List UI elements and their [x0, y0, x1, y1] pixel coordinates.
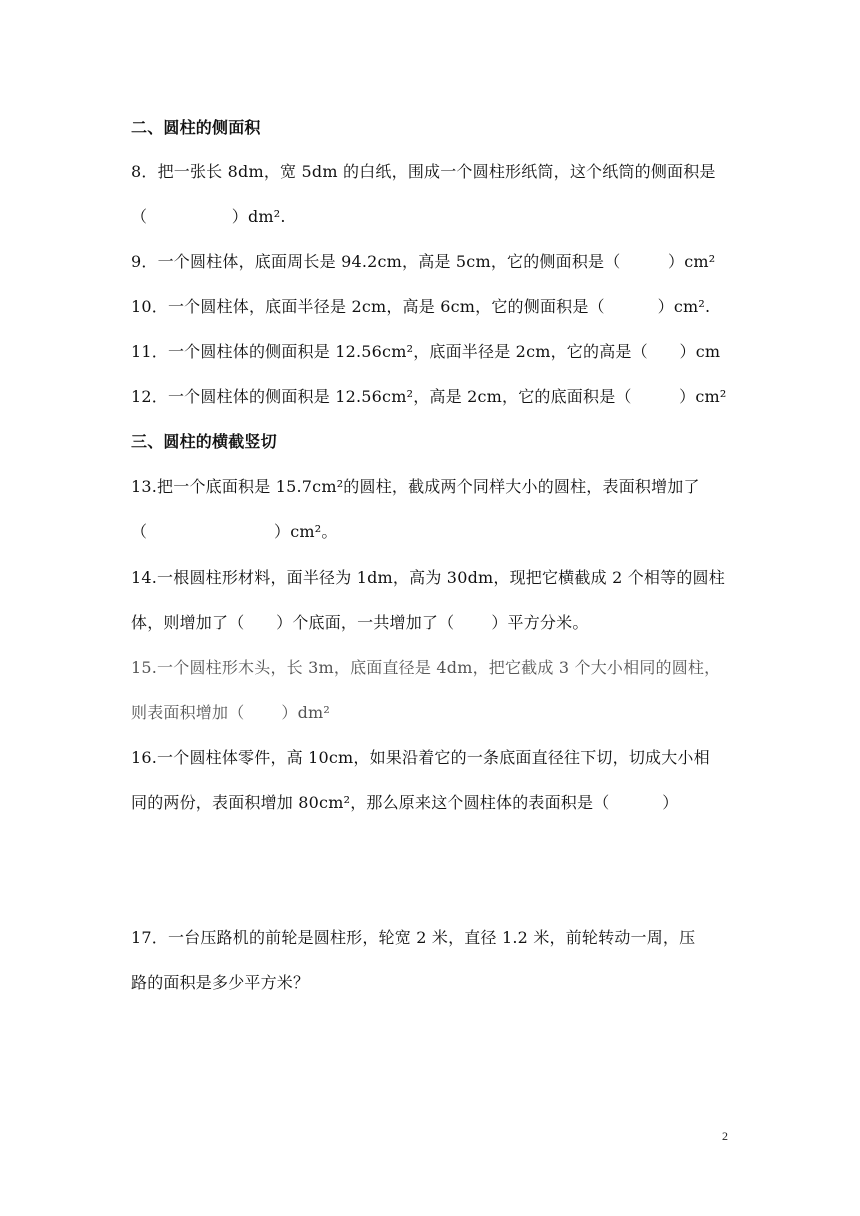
- question-10: 10．一个圆柱体，底面半径是 2cm，高是 6cm，它的侧面积是（ ）cm².: [131, 297, 711, 316]
- question-15-line-2: 则表面积增加（ ）dm²: [131, 703, 331, 722]
- question-9: 9．一个圆柱体，底面周长是 94.2cm，高是 5cm，它的侧面积是（ ）cm²: [131, 252, 716, 271]
- question-13-line-1: 13.把一个底面积是 15.7cm²的圆柱，截成两个同样大小的圆柱，表面积增加了: [131, 477, 700, 496]
- question-17-line-2: 路的面积是多少平方米？: [131, 973, 310, 992]
- section-heading-lateral-area: 二、圆柱的侧面积: [131, 118, 261, 137]
- page-number: 2: [722, 1129, 728, 1143]
- question-14-line-2: 体，则增加了（ ）个底面，一共增加了（ ）平方分米。: [131, 613, 589, 632]
- question-12: 12．一个圆柱体的侧面积是 12.56cm²，高是 2cm，它的底面积是（ ）cm²: [131, 387, 727, 406]
- question-11: 11．一个圆柱体的侧面积是 12.56cm²，底面半径是 2cm，它的高是（ ）cm: [131, 342, 721, 361]
- question-8-line-2: （ ）dm².: [131, 207, 286, 226]
- question-16-line-2: 同的两份，表面积增加 80cm²，那么原来这个圆柱体的表面积是（ ）: [131, 793, 679, 812]
- question-14-line-1: 14.一根圆柱形材料，面半径为 1dm，高为 30dm，现把它横截成 2 个相等的圆柱: [131, 568, 725, 587]
- section-heading-cross-cut: 三、圆柱的横截竖切: [131, 432, 277, 451]
- question-13-line-2: （ ）cm²。: [131, 522, 338, 541]
- question-15-line-1: 15.一个圆柱形木头，长 3m，底面直径是 4dm，把它截成 3 个大小相同的圆柱，: [131, 658, 721, 677]
- question-17-line-1: 17．一台压路机的前轮是圆柱形，轮宽 2 米，直径 1.2 米，前轮转动一周，压: [131, 928, 696, 947]
- question-8-line-1: 8．把一张长 8dm，宽 5dm 的白纸，围成一个圆柱形纸筒，这个纸筒的侧面积是: [131, 162, 716, 181]
- question-16-line-1: 16.一个圆柱体零件，高 10cm，如果沿着它的一条底面直径往下切，切成大小相: [131, 748, 710, 767]
